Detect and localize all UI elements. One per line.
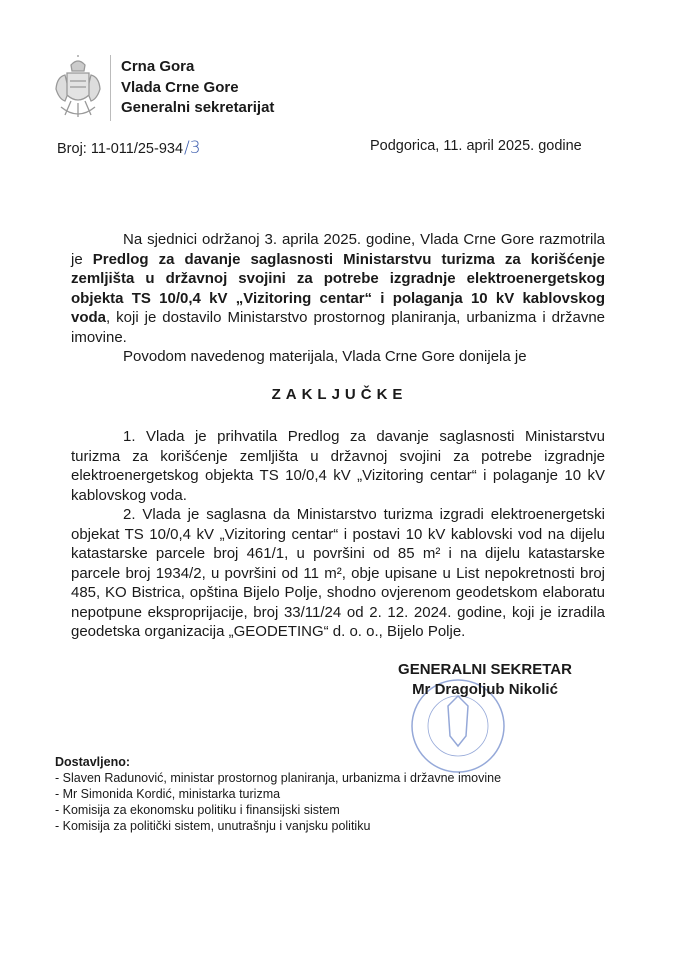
intro-text-end: , koji je dostavilo Ministarstvo prostornog planiranja, urbanizma i državne imovine. bbox=[71, 309, 605, 346]
coat-of-arms-icon bbox=[53, 55, 103, 123]
distribution-list bbox=[55, 754, 501, 834]
list-item: - Mr Simonida Kordić, ministarka turizma bbox=[55, 787, 281, 801]
conclusions-title: ZAKLJUČKE bbox=[271, 386, 408, 403]
proposal-title: Predlog za davanje saglasnosti Ministarstvu turizma za korišćenje zemljišta u državnoj svojini za potrebe izgradnje elektroenergetskog objekta TS 10/0,4 kV „Vizitoring centar“ i polaganja 10 kV kablovskog voda bbox=[71, 250, 606, 326]
signatory-name: Mr Dragoljub Nikolić bbox=[412, 681, 558, 698]
list-item: - Komisija za ekonomsku politiku i finansijski sistem bbox=[55, 803, 340, 817]
conclusion-2: 2. Vlada je saglasna da Ministarstvo turizma izgradi elektroenergetski objekat TS 10/0,4 kV „Vizitoring centar“ i postavi 10 kV kablovski vod na dijelu katastarske parcele broj 461/1, u površini od 85 m² i na dijelu katastarske parcele broj 1934/2, u površini od 11 m², obje upisane u List nepokretnosti broj 485, KO Bistrica, opština Bijelo Polje, shodno ovjerenom geodetskom elaboratu nepotpune eksproprijacije, broj 33/11/24 od 2. 12. 2024. godine, koji je izradila geodetska organizacija „GEODETING“ d. o. o., Bijelo Polje. bbox=[71, 506, 605, 640]
country-name: Crna Gora bbox=[121, 58, 195, 75]
distribution-label: Dostavljeno: bbox=[55, 755, 131, 769]
conclusion-1: 1. Vlada je prihvatila Predlog za davanje saglasnosti Ministarstvu turizma za korišćenje zemljišta u državnoj svojini za potrebe izgradnje elektroenergetskog objekta TS 10/0,4 kV „Vizitoring centar“ i polaganje 10 kV kablovskog voda. bbox=[71, 428, 605, 504]
place-date: Podgorica, 11. april 2025. godine bbox=[370, 138, 582, 154]
list-item: - Komisija za politički sistem, unutrašnju i vanjsku politiku bbox=[55, 819, 371, 833]
handwritten-suffix: /3 bbox=[184, 138, 201, 158]
intro-second: Povodom navedenog materijala, Vlada Crne Gore donijela je bbox=[123, 348, 527, 365]
intro-paragraph bbox=[71, 230, 605, 347]
list-item: - Slaven Radunović, ministar prostornog planiranja, urbanizma i državne imovine bbox=[55, 771, 502, 785]
letterhead bbox=[121, 57, 274, 119]
signatory-title: GENERALNI SEKRETAR bbox=[398, 661, 572, 678]
government-name: Vlada Crne Gore bbox=[121, 78, 239, 96]
header-divider bbox=[110, 55, 111, 121]
intro-text: Na sjednici održanoj 3. aprila 2025. godine, Vlada Crne Gore razmotrila je bbox=[71, 231, 605, 268]
reference-number bbox=[57, 138, 201, 158]
office-name: Generalni sekretarijat bbox=[121, 99, 275, 116]
reference-label: Broj: 11-011/25-934 bbox=[57, 141, 184, 157]
signature-block bbox=[380, 660, 590, 700]
